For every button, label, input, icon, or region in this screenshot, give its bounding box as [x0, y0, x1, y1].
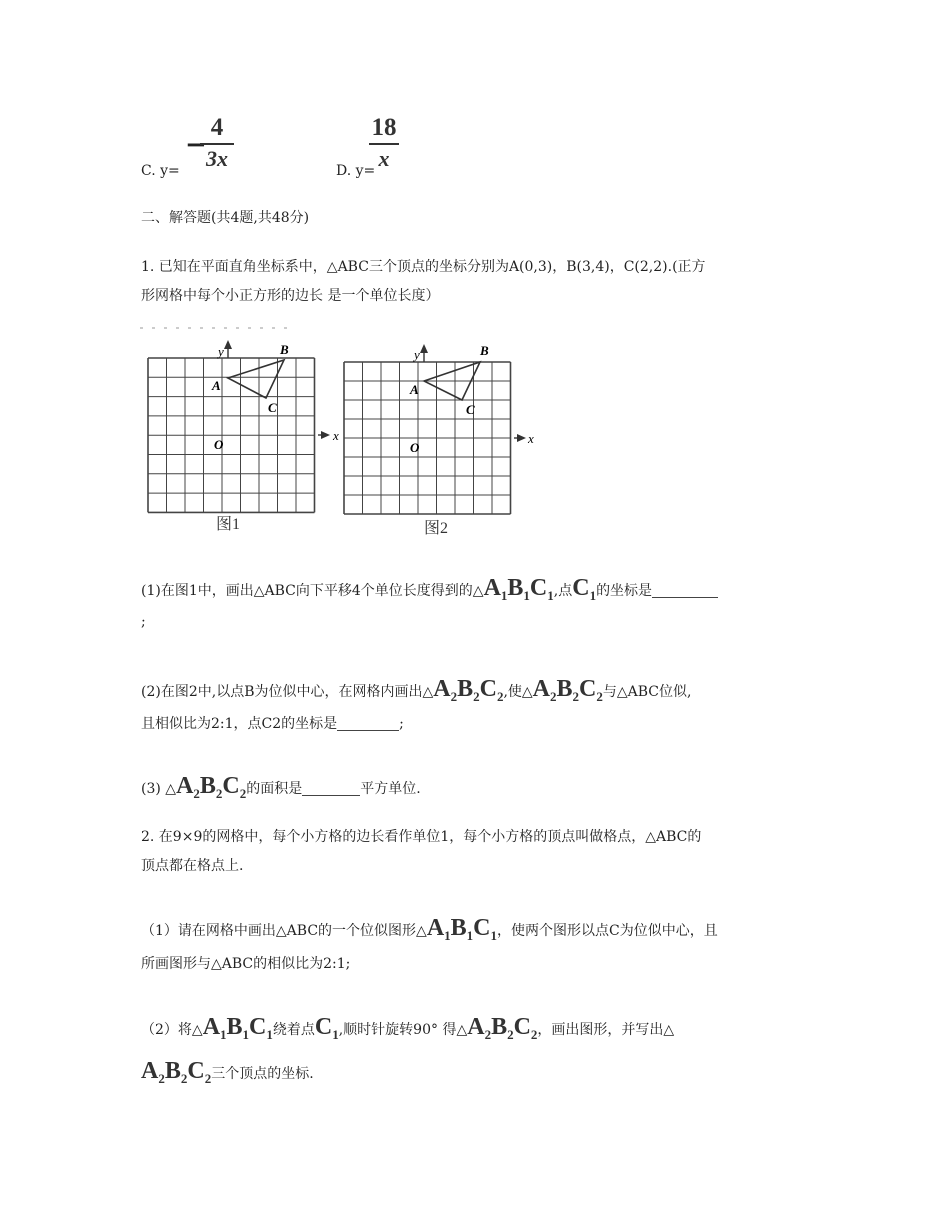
answer-blank[interactable]: [302, 781, 360, 796]
math-a2b2c2: $A_2B_2C_2$: [467, 1014, 538, 1042]
fig1-x-label: x: [333, 428, 339, 443]
option-c-label: C. y=: [141, 163, 180, 179]
q1-part3-mid: 的面积是: [246, 781, 303, 797]
option-c-numerator: 4: [210, 114, 224, 141]
section-title: 二、解答题(共4题,共48分): [141, 210, 310, 226]
option-c-fraction: [200, 115, 234, 171]
q1-part2: [141, 676, 691, 705]
q1-text-line2: 形网格中每个小正方形的边长 是一个单位长度）: [141, 288, 440, 304]
fig2-y-label: y: [414, 347, 420, 362]
q2-text-line2: 顶点都在格点上.: [141, 858, 244, 874]
q1-part1-mid: ,点: [553, 583, 573, 599]
answer-blank[interactable]: [337, 716, 399, 731]
fig1-point-b-label: B: [280, 342, 289, 357]
q2-part2-mid2: ,顺时针旋转90° 得△: [338, 1022, 468, 1038]
q1-text-line1: 1. 已知在平面直角坐标系中，△ABC三个顶点的坐标分别为A(0,3)，B(3,4)，C(2,2).(正方: [141, 259, 706, 275]
triangle-abc-fig1: [228, 360, 284, 398]
fraction-bar: [200, 143, 234, 145]
fig2-point-b-label: B: [480, 343, 489, 358]
math-a2b2c2: $A_2B_2C_2$: [433, 676, 504, 704]
q1-part2-prefix: (2)在图2中,以点B为位似中心，在网格内画出△: [141, 684, 434, 700]
fig2-x-label: x: [528, 431, 534, 446]
q2-part1-prefix: （1）请在网格中画出△ABC的一个位似图形△: [141, 923, 427, 939]
q2-part2: [141, 1014, 674, 1043]
q1-part2-mid: ,使△: [503, 684, 533, 700]
q2-part2-suffix: ，画出图形，并写出△: [537, 1022, 675, 1038]
q1-part3-prefix: (3) △: [141, 781, 177, 797]
q1-part1-prefix: (1)在图1中，画出△ABC向下平移4个单位长度得到的△: [141, 583, 484, 599]
fig1-origin-label: O: [214, 437, 224, 452]
math-c1: $C_1$: [314, 1014, 339, 1042]
option-c-denominator: 3x: [206, 146, 228, 171]
answer-blank[interactable]: [652, 583, 718, 598]
fig2-caption: 图2: [424, 520, 449, 537]
q2-part1-line2: 所画图形与△ABC的相似比为2:1;: [141, 956, 351, 972]
option-d-label: D. y=: [336, 163, 376, 179]
q1-part2-line2-text: 且相似比为2:1，点C2的坐标是: [141, 716, 338, 732]
math-c1: $C_1$: [572, 575, 597, 603]
math-a1b1c1: $A_1B_1C_1$: [426, 915, 498, 943]
math-a1b1c1: $A_1B_1C_1$: [202, 1014, 273, 1042]
math-a2b2c2: $A_2B_2C_2$: [141, 1058, 212, 1086]
q2-text-line1: 2. 在9×9的网格中，每个小方格的边长看作单位1，每个小方格的顶点叫做格点，△ABC的: [141, 829, 702, 845]
q1-part1-line2: ;: [141, 614, 146, 630]
math-a1b1c1: $A_1B_1C_1$: [483, 575, 554, 603]
q1-part3: [141, 773, 421, 802]
q2-part2-prefix: （2）将△: [141, 1022, 203, 1038]
q2-part2-line2-text: 三个顶点的坐标.: [211, 1066, 314, 1082]
q2-part2-mid1: 绕着点: [272, 1022, 315, 1038]
grid-figure-1: [148, 340, 339, 533]
q1-part3-suffix: 平方单位.: [360, 781, 421, 797]
fraction-bar: [369, 143, 399, 145]
fig2-origin-label: O: [410, 440, 420, 455]
q1-part1-suffix: 的坐标是: [596, 583, 653, 599]
math-a2b2c2: $A_2B_2C_2$: [176, 773, 247, 801]
q2-part1: [141, 915, 718, 944]
option-d-fraction: [369, 115, 399, 171]
math-a2b2c2: $A_2B_2C_2$: [532, 676, 603, 704]
option-c-minus-sign: −: [185, 130, 207, 160]
q1-part2-suffix: 与△ABC位似,: [602, 684, 692, 700]
option-d-denominator: x: [378, 146, 390, 171]
q1-part1: [141, 575, 718, 604]
fig2-point-a-label: A: [410, 382, 419, 397]
fig1-point-a-label: A: [212, 378, 221, 393]
q1-grid-figures: [138, 322, 538, 542]
fig1-y-label: y: [218, 344, 224, 359]
fig1-caption: 图1: [216, 516, 241, 533]
q2-part2-line2: [141, 1058, 314, 1087]
fig2-point-c-label: C: [466, 402, 475, 417]
q2-part1-suffix: ，使两个图形以点C为位似中心，且: [497, 923, 718, 939]
option-d-numerator: 18: [371, 114, 397, 141]
grid-figure-2: [344, 343, 534, 537]
fig1-point-c-label: C: [268, 400, 277, 415]
q1-part2-line2: 且相似比为2:1，点C2的坐标是 ;: [141, 716, 404, 732]
